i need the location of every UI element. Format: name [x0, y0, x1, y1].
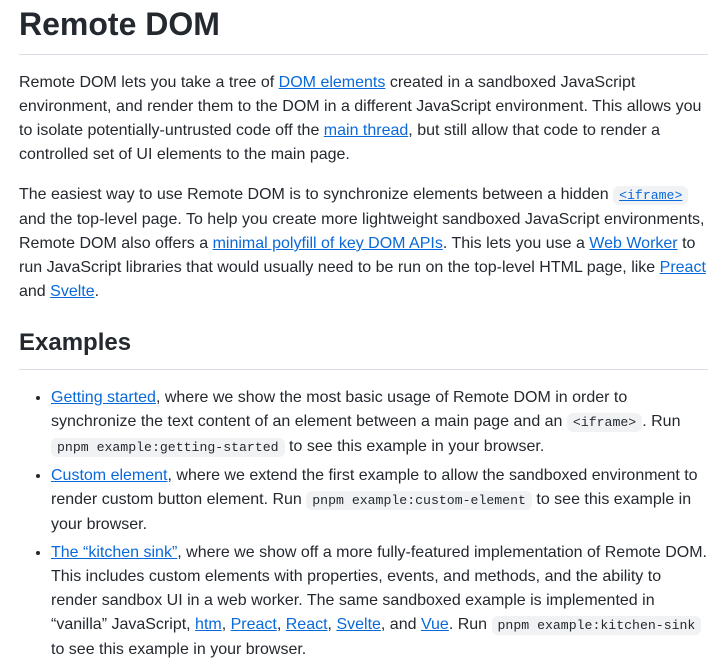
item-text: , where we show the most basic usage of Remote DOM in order to synchronize the text content of an element between a main page and an [51, 389, 628, 430]
separator: , and [380, 616, 421, 633]
separator: , [276, 616, 286, 633]
usage-paragraph [19, 183, 708, 304]
iframe-code: <iframe> [613, 186, 688, 205]
web-worker-link[interactable]: Web Worker [589, 235, 678, 252]
examples-heading: Examples [19, 328, 708, 370]
intro-text-2: created in a sandboxed JavaScript environment, and render them to the DOM in a different JavaScript environment. This allows you to isolate potentially-untrusted code off the [19, 74, 702, 139]
usage-text-4: to run JavaScript libraries that would usually need to be run on the top-level HTML page, like [19, 235, 696, 276]
usage-text-1: The easiest way to use Remote DOM is to synchronize elements between a hidden [19, 186, 614, 203]
usage-text-5: and [19, 283, 51, 300]
kitchen-sink-link[interactable]: The “kitchen sink” [51, 544, 178, 561]
item-text: . Run [448, 616, 492, 633]
iframe-code: <iframe> [567, 413, 642, 432]
usage-text-6: . [94, 283, 100, 300]
item-text: to see this example in your browser. [284, 438, 545, 455]
intro-text-1: Remote DOM lets you take a tree of [19, 74, 279, 91]
list-item-getting-started [51, 386, 708, 460]
intro-paragraph [19, 71, 708, 167]
examples-list [19, 386, 708, 662]
item-text: to see this example in your browser. [51, 641, 307, 658]
iframe-code-link[interactable] [613, 186, 688, 203]
svelte-link[interactable]: Svelte [336, 616, 381, 633]
command-code: pnpm example:kitchen-sink [492, 616, 702, 635]
list-item-custom-element [51, 464, 708, 537]
list-item-kitchen-sink [51, 541, 708, 662]
usage-text-2: and the top-level page. To help you create more lightweight sandboxed JavaScript environments, Remote DOM also offers a [19, 211, 705, 252]
item-text: to see this example in your browser. [51, 491, 692, 533]
main-thread-link[interactable]: main thread [323, 122, 409, 139]
getting-started-link[interactable]: Getting started [51, 389, 156, 406]
custom-element-link[interactable]: Custom element [51, 467, 168, 484]
intro-text-3: , but still allow that code to render a controlled set of UI elements to the main page. [19, 122, 660, 163]
command-code: pnpm example:custom-element [306, 491, 532, 510]
item-text: . Run [642, 413, 681, 430]
preact-link[interactable]: Preact [230, 616, 277, 633]
separator: , [327, 616, 337, 633]
polyfill-link[interactable]: minimal polyfill of key DOM APIs [212, 235, 443, 252]
item-text: , where we show off a more fully-featured implementation of Remote DOM. This includes custom elements with properties, events, and methods, and the ability to render sandbox UI in a web worker. The same sandboxed example is implemented in “vanilla” JavaScript, [51, 544, 707, 633]
svelte-link[interactable]: Svelte [50, 283, 95, 300]
vue-link[interactable]: Vue [420, 616, 449, 633]
react-link[interactable]: React [285, 616, 328, 633]
preact-link[interactable]: Preact [659, 259, 706, 276]
separator: , [221, 616, 231, 633]
dom-elements-link[interactable]: DOM elements [278, 74, 386, 91]
item-text: , where we extend the first example to allow the sandboxed environment to render custom button element. Run [51, 467, 698, 508]
htm-link[interactable]: htm [195, 616, 222, 633]
page-title: Remote DOM [19, 0, 708, 55]
command-code: pnpm example:getting-started [51, 438, 285, 457]
usage-text-3: . This lets you use a [442, 235, 590, 252]
